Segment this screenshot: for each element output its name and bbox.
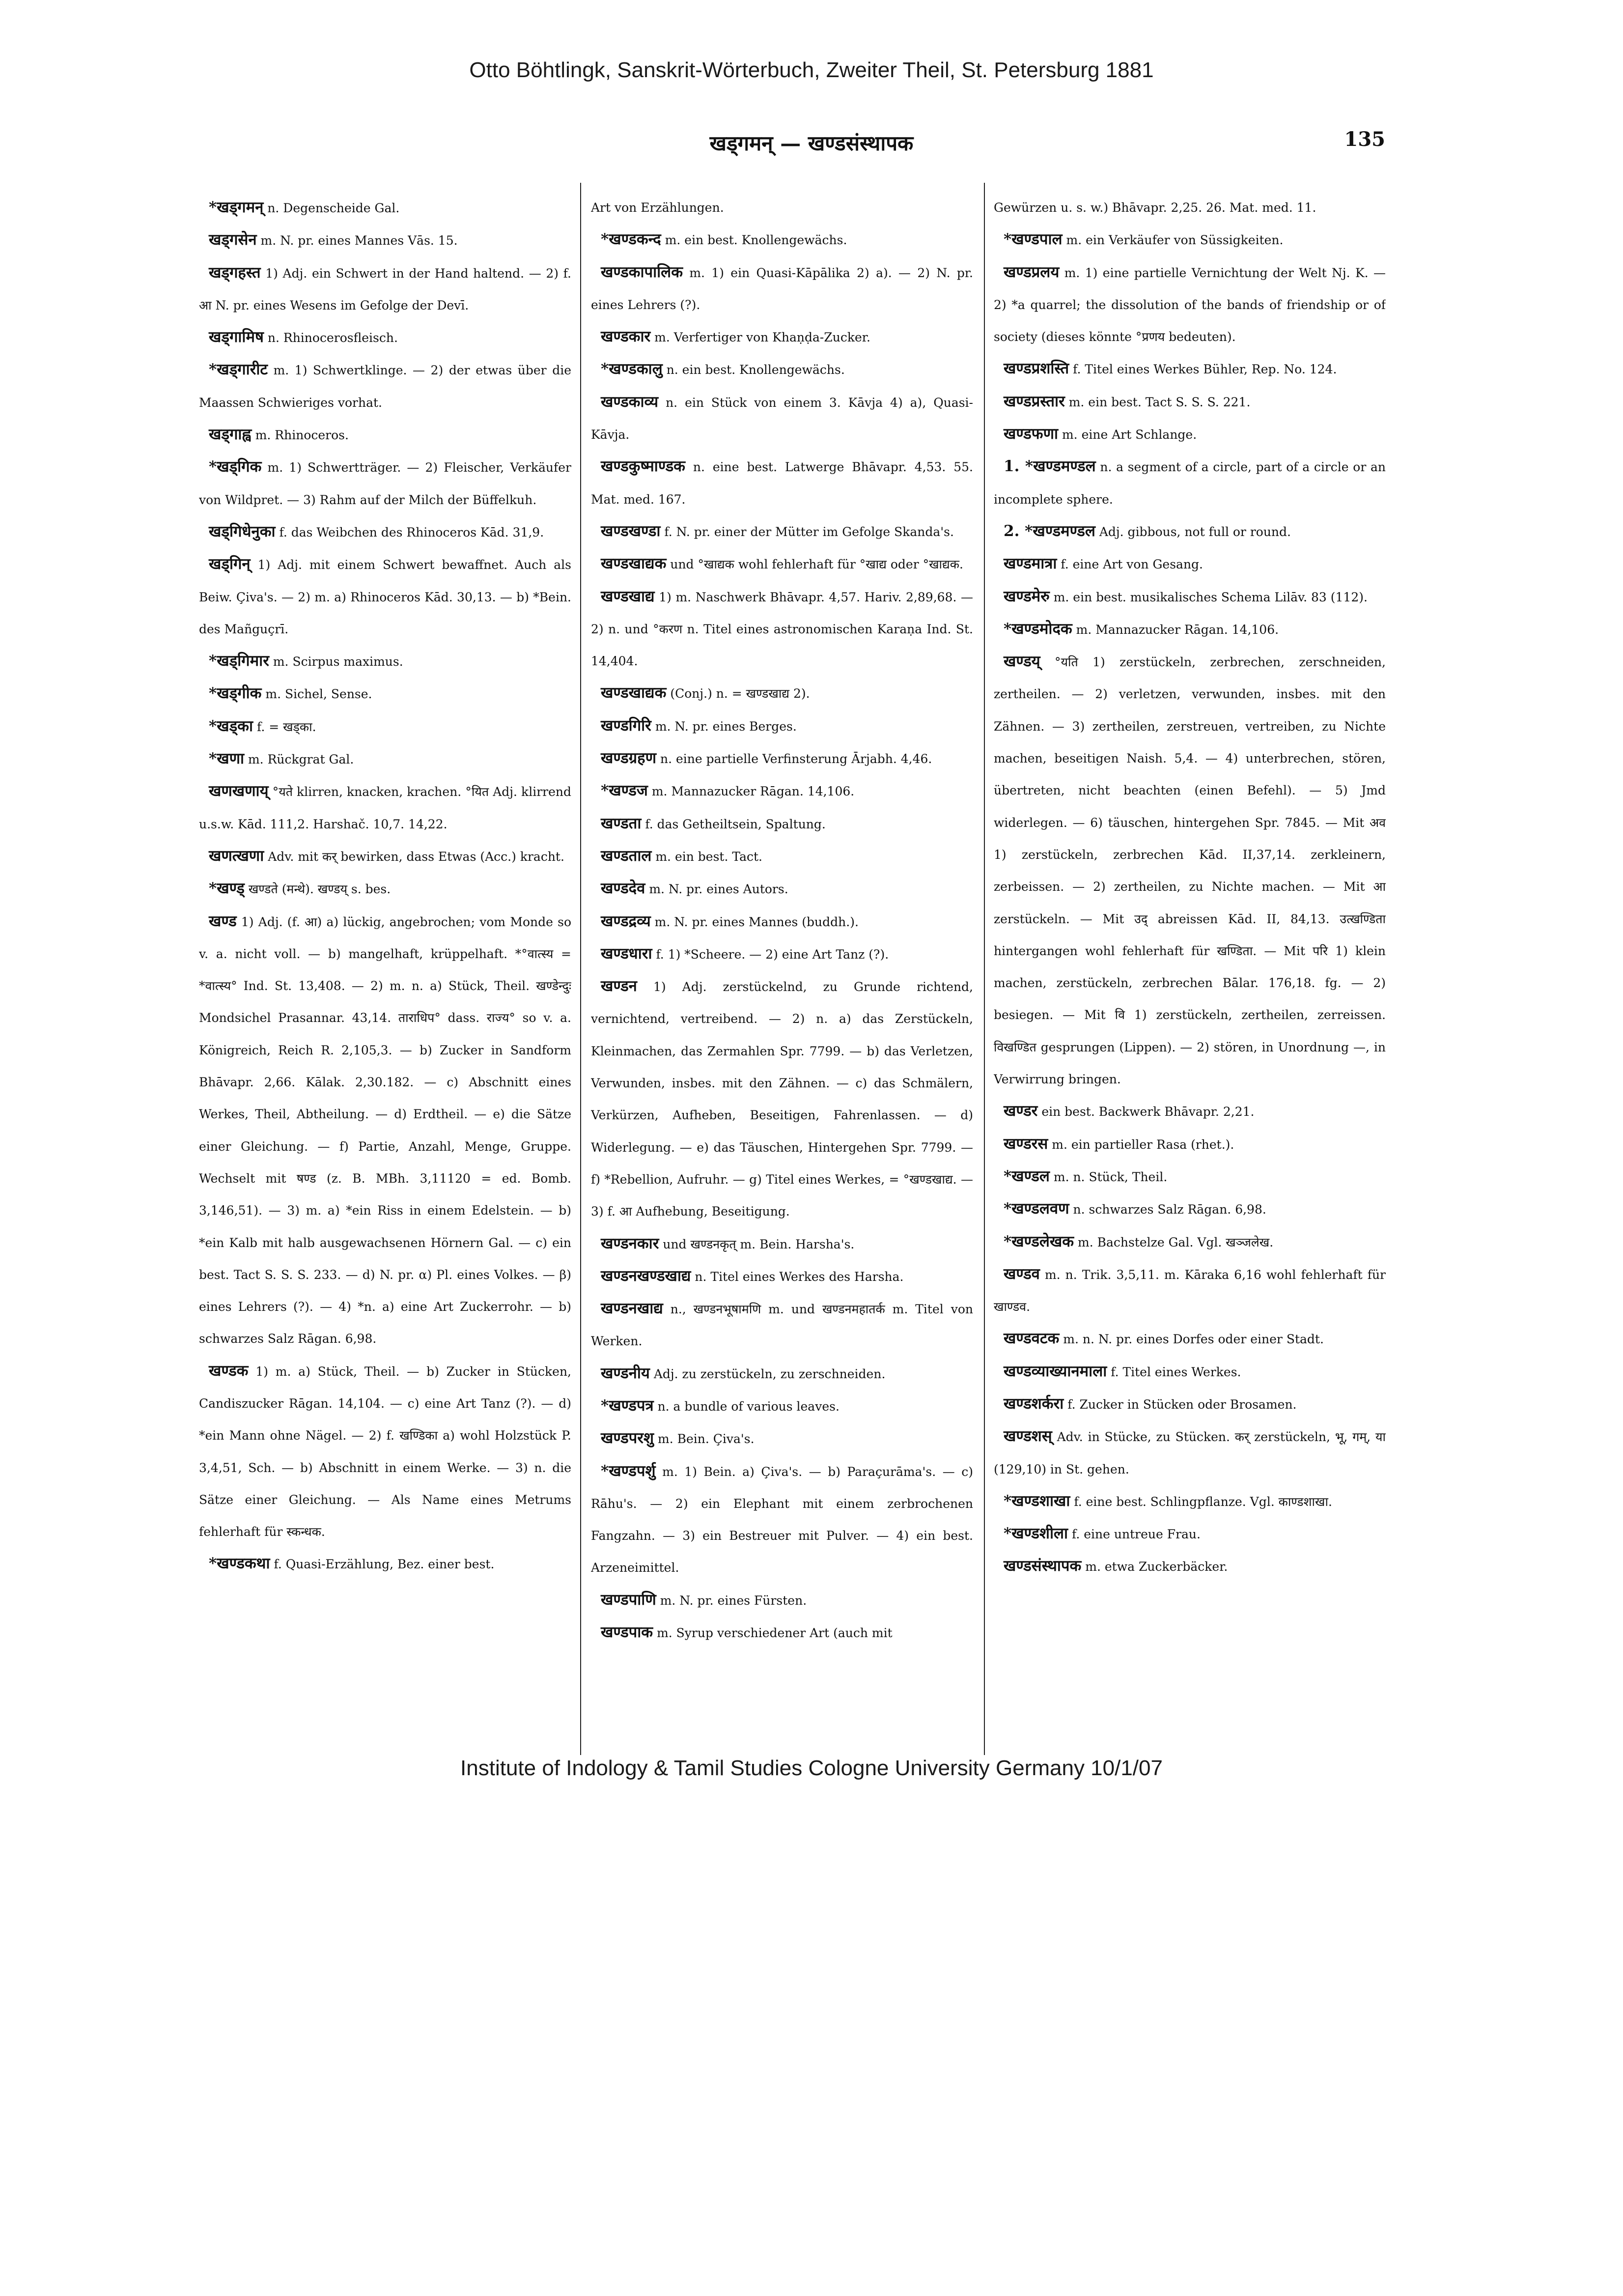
dictionary-entry (591, 321, 973, 353)
entry-definition: m. ein Verkäufer von Süssigkeiten. (1066, 233, 1284, 248)
entry-definition: m. Scirpus maximus. (273, 654, 403, 669)
entry-headword: खण्डमेरु (1004, 587, 1050, 605)
entry-definition: n. eine partielle Verfinsterung Ārjabh. 4,46. (660, 752, 932, 766)
dictionary-entry (591, 1228, 973, 1260)
entry-definition: °यते klirren, knacken, krachen. °यित Adj. klirrend u.s.w. Kād. 111,2. Harshač. 10,7. 14,22. (199, 785, 571, 831)
entry-headword: खण्डवटक (1004, 1330, 1060, 1348)
entry-definition: 1) Adj. (f. आ) a) lückig, angebrochen; vom Monde so v. a. nicht voll. — b) mangelhaft, krüppelhaft. *°वात्स्य = *वात्स्य° Ind. St. 13,408. — 2) m. n. a) Stück, Theil. खण्डेन्दुः Mondsichel Prasannar. 43,14. ताराधिप° dass. राज्य° so v. a. Königreich, Reich R. 2,105,3. — b) Zucker in Sandform Bhāvapr. 2,66. Kālak. 2,30.182. — c) Abschnitt eines Werkes, Theil, Abtheilung. — d) Erdtheil. — e) die Sätze einer Gleichung. — f) Partie, Anzahl, Menge, Gruppe. Wechselt mit षण्ड (z. B. MBh. 3,11120 = ed. Bomb. 3,146,51). — 3) m. a) *ein Riss in einem Edelstein. — b) *ein Kalb mit halb ausgewachsenen Hörnern Gal. — c) ein best. Tact S. S. S. 233. — d) N. pr. α) Pl. eines Volkes. — β) eines Lehrers (?). — 4) *n. a) eine Art Zuckerrohr. — b) schwarzes Salz Rāgan. 6,98. (199, 914, 571, 1346)
entry-headword: खण्डप्रशस्ति (1004, 360, 1069, 378)
dictionary-entry (994, 451, 1386, 515)
dictionary-entry (199, 710, 571, 743)
dictionary-entry (591, 1455, 973, 1584)
entry-definition: n. ein best. Knollengewächs. (666, 363, 845, 377)
entry-headword: खण्डकाव्य (601, 393, 659, 411)
dictionary-entry (591, 1293, 973, 1358)
entry-definition: m. 1) Bein. a) Çiva's. — b) Paraçurāma's. — c) Rāhu's. — 2) ein Elephant mit einem zerbrochenen Fangzahn. — 3) ein Bestreuer mit Pulver. — 4) ein best. Arzeneimittel. (591, 1464, 973, 1575)
entry-headword: खण्डपाणि (601, 1590, 656, 1609)
entry-definition: und °खाद्यक wohl fehlerhaft für °खाद्य oder °खाद्यक. (670, 557, 963, 572)
entry-headword: *खण्डपत्र (601, 1396, 654, 1415)
dictionary-entry (591, 808, 973, 840)
dictionary-entry (994, 1420, 1386, 1485)
entry-headword: खण्डता (601, 814, 642, 832)
entry-headword: *खण्डपाल (1004, 230, 1063, 249)
entry-definition: Adv. mit कर् bewirken, dass Etwas (Acc.) kracht. (268, 849, 564, 864)
entry-headword: *खड्गारीट (209, 361, 268, 379)
entry-definition: m. ein best. Tact S. S. S. 221. (1068, 395, 1251, 409)
dictionary-entry (591, 1616, 973, 1649)
entry-headword: खण्डकार (601, 328, 651, 346)
dictionary-entry (199, 645, 571, 678)
entry-headword: खण्डशर्करा (1004, 1394, 1064, 1413)
entry-headword: खड्गिन् (209, 555, 251, 573)
entry-definition: f. das Weibchen des Rhinoceros Kād. 31,9. (279, 525, 544, 539)
entry-headword: 1. *खण्डमण्डल (1004, 457, 1096, 476)
entry-headword: *खड्का (209, 717, 253, 735)
entry-definition: m. n. Stück, Theil. (1053, 1169, 1168, 1184)
entry-headword: खण्डपरशु (601, 1429, 654, 1447)
entry-definition: n. Degenscheide Gal. (267, 201, 400, 215)
entry-definition: 1) m. a) Stück, Theil. — b) Zucker in Stücken, Candiszucker Rāgan. 14,104. — c) eine Art Tanz (?). — d) *ein Mann ohne Nägel. — 2) f. खण्डिका a) wohl Holzstück P. 3,4,51, Sch. — b) Abschnitt in einem Werke. — 3) n. die Sätze einer Gleichung. — Als Name eines Metrums fehlerhaft für स्कन्धक. (199, 1364, 571, 1539)
entry-headword: *खण्ड् (209, 879, 245, 898)
entry-definition: m. n. N. pr. eines Dorfes oder einer Stadt. (1063, 1332, 1324, 1347)
entry-headword: *खण्डमोदक (1004, 620, 1072, 638)
entry-headword: खण्डपाक (601, 1623, 653, 1642)
dictionary-entry (994, 1485, 1386, 1518)
dictionary-entry (199, 192, 571, 224)
entry-headword: खण्डप्रस्तार (1004, 392, 1065, 410)
entry-definition: m. Verfertiger von Khaṇḍa-Zucker. (654, 330, 870, 345)
entry-definition: m. 1) ein Quasi-Kāpālika 2) a). — 2) N. pr. eines Lehrers (?). (591, 265, 973, 312)
entry-definition: m. 1) Schwertklinge. — 2) der etwas über die Maassen Schwieriges vorhat. (199, 363, 571, 410)
entry-headword: खण्डधारा (601, 944, 652, 963)
entry-definition: m. Mannazucker Rāgan. 14,106. (1076, 622, 1279, 637)
entry-headword: खण्डव्याख्यानमाला (1004, 1362, 1107, 1380)
dictionary-entry (994, 1323, 1386, 1355)
dictionary-entry (591, 938, 973, 970)
dictionary-entry (591, 451, 973, 515)
entry-headword: खण्ड (209, 912, 237, 930)
dictionary-entry (591, 710, 973, 742)
entry-definition: f. = खड्का. (256, 719, 316, 734)
entry-headword: खण्डनकार (601, 1234, 659, 1252)
entry-headword: खण्डकुष्माण्डक (601, 457, 685, 476)
dictionary-entry (591, 353, 973, 386)
entry-definition: f. N. pr. einer der Mütter im Gefolge Skanda's. (664, 524, 954, 539)
entry-headword: 2. *खण्डमण्डल (1004, 522, 1095, 540)
entry-definition: 1) m. Naschwerk Bhāvapr. 4,57. Hariv. 2,89,68. — 2) n. und °करण n. Titel eines astronomischen Karaṇa Ind. St. 14,404. (591, 590, 973, 669)
dictionary-entry (591, 192, 973, 224)
entry-definition: ein best. Backwerk Bhāvapr. 2,21. (1041, 1105, 1255, 1119)
dictionary-entry (994, 1388, 1386, 1420)
dictionary-column-2 (591, 192, 973, 1749)
entry-definition: n. eine best. Latwerge Bhāvapr. 4,53. 55. Mat. med. 167. (591, 460, 973, 507)
dictionary-entry (994, 1550, 1386, 1583)
entry-headword: खण्डशस् (1004, 1427, 1052, 1446)
dictionary-entry (591, 548, 973, 580)
entry-definition: m. Bein. Çiva's. (658, 1432, 755, 1446)
dictionary-entry (591, 742, 973, 775)
entry-headword: खण्डन (601, 977, 637, 995)
entry-headword: खण्डसंस्थापक (1004, 1557, 1082, 1575)
entry-headword: खड्गाह्व (209, 425, 252, 444)
entry-definition: m. Rückgrat Gal. (248, 752, 354, 767)
dictionary-entry (199, 678, 571, 710)
dictionary-entry (199, 354, 571, 419)
entry-headword: *खण्डलवण (1004, 1200, 1069, 1218)
entry-definition: f. das Getheiltsein, Spaltung. (645, 817, 826, 831)
dictionary-entry (994, 192, 1386, 224)
entry-definition: °यति 1) zerstückeln, zerbrechen, zerschneiden, zertheilen. — 2) verletzen, verwunden, insbes. mit den Zähnen. — 3) zertheilen, zerstreuen, vertreiben, zu Nichte machen, beseitigen Naish. 5,4. — 4) unterbrechen, stören, übertreten, nicht beachten (einen Befehl). — 5) Jmd widerlegen. — 6) täuschen, hintergehen Spr. 7845. — Mit अव 1) zerstückeln, zerbrechen Kād. II,37,14. zerkleinern, zerbeissen. — 2) zertheilen, zu Nichte machen. — Mit आ zerstückeln. — Mit उद् abreissen Kād. II, 84,13. उत्खण्डिता hintergangen wohl fehlerhaft für खण्डिता. — Mit परि 1) klein machen, zerstückeln, zerbrechen Bālar. 176,18. fg. — 2) besiegen. — Mit वि 1) zerstückeln, zertheilen, zerreissen. विखण्डित gesprungen (Lippen). — 2) stören, in Unordnung —, in Verwirrung bringen. (994, 655, 1386, 1087)
entry-definition: m. 1) eine partielle Vernichtung der Welt Nj. K. — 2) *a quarrel; the dissolution of the bands of friendship or of society (dieses könnte °प्रणय bedeuten). (994, 265, 1386, 344)
entry-headword: *खण्डकन्द (601, 230, 661, 249)
dictionary-entry (199, 1355, 571, 1548)
entry-definition: m. N. pr. eines Autors. (649, 882, 788, 897)
entry-definition: f. 1) *Scheere. — 2) eine Art Tanz (?). (656, 947, 889, 962)
entry-headword: खण्डव (1004, 1265, 1040, 1283)
entry-definition: m. etwa Zuckerbäcker. (1085, 1559, 1228, 1574)
entry-definition: m. ein partieller Rasa (rhet.). (1052, 1137, 1234, 1152)
dictionary-entry (591, 1422, 973, 1455)
entry-headword: *खण्डकथा (209, 1555, 270, 1573)
dictionary-entry (994, 1258, 1386, 1323)
dictionary-entry (199, 1548, 571, 1580)
dictionary-entry (994, 613, 1386, 646)
column-divider (580, 183, 581, 1755)
dictionary-entry (199, 224, 571, 256)
entry-definition: खण्डते (मन्थे). खण्डय् s. bes. (248, 882, 391, 897)
entry-definition: Adj. gibbous, not full or round. (1099, 524, 1291, 539)
entry-headword: *खड्गीक (209, 684, 262, 703)
entry-headword: *खण्डलेखक (1004, 1232, 1074, 1250)
entry-headword: *खण्डपर्शु (601, 1462, 656, 1480)
entry-definition: m. ein best. Knollengewächs. (665, 233, 847, 248)
dictionary-entry (591, 677, 973, 709)
dictionary-entry (199, 451, 571, 516)
entry-headword: खड्गसेन (209, 231, 257, 249)
dictionary-entry (994, 1128, 1386, 1161)
entry-headword: खण्डर (1004, 1102, 1038, 1120)
entry-definition: m. Sichel, Sense. (265, 687, 372, 702)
entry-headword: *खण्डल (1004, 1167, 1050, 1185)
dictionary-entry (591, 224, 973, 256)
dictionary-entry (994, 581, 1386, 613)
running-head: खड्गमन् — खण्डसंस्थापक (709, 131, 914, 155)
dictionary-entry (199, 516, 571, 548)
entry-definition: Adv. in Stücke, zu Stücken. कर् zerstückeln, भू, गम्, या (129,10) in St. gehen. (994, 1430, 1386, 1476)
dictionary-column-3 (994, 192, 1386, 1749)
entry-definition: m. eine Art Schlange. (1062, 427, 1197, 442)
dictionary-entry (994, 646, 1386, 1095)
dictionary-entry (199, 840, 571, 873)
entry-headword: खड्गहस्त (209, 263, 261, 282)
dictionary-entry (994, 256, 1386, 353)
page-number: 135 (1344, 128, 1385, 151)
entry-headword: खण्डताल (601, 847, 652, 865)
entry-definition: m. Bachstelze Gal. Vgl. खञ्जलेख. (1078, 1235, 1274, 1249)
dictionary-entry (994, 548, 1386, 580)
entry-definition: Gewürzen u. s. w.) Bhāvapr. 2,25. 26. Mat. med. 11. (994, 200, 1316, 215)
document-header: Otto Böhtlingk, Sanskrit-Wörterbuch, Zweiter Theil, St. Petersburg 1881 (469, 58, 1154, 82)
entry-headword: खण्डप्रलय (1004, 263, 1060, 281)
entry-headword: खण्डकापालिक (601, 263, 683, 281)
entry-definition: m. ein best. Tact. (655, 849, 762, 864)
entry-headword: खण्डदेव (601, 879, 645, 898)
dictionary-entry (199, 548, 571, 645)
dictionary-entry (591, 515, 973, 548)
entry-definition: n. ein Stück von einem 3. Kāvja 4) a), Quasi-Kāvja. (591, 395, 973, 442)
entry-definition: n. a bundle of various leaves. (657, 1399, 839, 1414)
entry-headword: खण्डरस (1004, 1134, 1048, 1153)
dictionary-entry (199, 775, 571, 840)
entry-definition: 1) Adj. ein Schwert in der Hand haltend. — 2) f. आ N. pr. eines Wesens im Gefolge der Devī. (199, 266, 571, 312)
entry-definition: f. Titel eines Werkes Bühler, Rep. No. 124. (1073, 362, 1337, 377)
entry-definition: n., खण्डनभूषामणि m. und खण्डनमहातर्क m. Titel von Werken. (591, 1302, 973, 1349)
entry-definition: und खण्डनकृत् m. Bein. Harsha's. (663, 1237, 855, 1251)
entry-headword: खण्डखण्डा (601, 522, 661, 540)
entry-headword: *खण्डकालु (601, 360, 663, 378)
dictionary-entry (591, 873, 973, 905)
entry-definition: n. schwarzes Salz Rāgan. 6,98. (1073, 1202, 1266, 1217)
entry-headword: *खड्गमन् (209, 198, 264, 216)
entry-definition: m. N. pr. eines Berges. (655, 719, 797, 734)
entry-definition: m. n. Trik. 3,5,11. m. Kāraka 6,16 wohl fehlerhaft für खाण्डव. (994, 1267, 1386, 1314)
dictionary-entry (994, 224, 1386, 256)
column-divider (984, 183, 985, 1755)
dictionary-entry (199, 743, 571, 775)
dictionary-entry (591, 1584, 973, 1616)
dictionary-entry (994, 386, 1386, 418)
dictionary-entry (591, 840, 973, 873)
entry-definition: n. a segment of a circle, part of a circle or an incomplete sphere. (994, 460, 1386, 507)
dictionary-entry (591, 581, 973, 678)
entry-definition: m. 1) Schwertträger. — 2) Fleischer, Verkäufer von Wildpret. — 3) Rahm auf der Milch der Büffelkuh. (199, 460, 571, 507)
entry-headword: खण्डनखाद्य (601, 1300, 663, 1318)
entry-definition: m. N. pr. eines Fürsten. (660, 1593, 807, 1608)
entry-headword: खण्डनीय (601, 1364, 650, 1382)
entry-headword: खण्डक (209, 1361, 249, 1380)
entry-definition: n. Rhinocerosfleisch. (267, 331, 398, 345)
dictionary-entry (994, 1518, 1386, 1550)
entry-definition: 1) Adj. mit einem Schwert bewaffnet. Auch als Beiw. Çiva's. — 2) m. a) Rhinoceros Kād. 30,13. — b) *Bein. des Mañguçrī. (199, 558, 571, 636)
dictionary-entry (591, 1260, 973, 1293)
entry-headword: खण्डय् (1004, 652, 1040, 671)
entry-headword: *खड्गिमार (209, 652, 269, 670)
entry-definition: m. N. pr. eines Mannes Vās. 15. (260, 233, 458, 248)
entry-headword: *खड्गिक (209, 458, 262, 476)
dictionary-entry (199, 906, 571, 1355)
entry-headword: खण्डनखण्डखाद्य (601, 1267, 691, 1285)
document-footer: Institute of Indology & Tamil Studies Cologne University Germany 10/1/07 (460, 1756, 1163, 1780)
entry-headword: खणखणाय् (209, 782, 269, 800)
entry-definition: Art von Erzählungen. (591, 200, 724, 215)
entry-definition: Adj. zu zerstückeln, zu zerschneiden. (653, 1366, 886, 1381)
entry-definition: 1) Adj. zerstückelnd, zu Grunde richtend, vernichtend, vertreibend. — 2) n. a) das Zerstückeln, Kleinmachen, das Zermahlen Spr. 7799. — b) das Verletzen, Verwunden, insbes. mit den Zähnen. — c) das Schmälern, Verkürzen, Aufheben, Beseitigen, Fahrenlassen. — d) Widerlegung. — e) das Täuschen, Hintergehen Spr. 7799. — f) *Rebellion, Aufruhr. — g) Titel eines Werkes, = °खण्डखाद्य. — 3) f. आ Aufhebung, Beseitigung. (591, 980, 973, 1219)
entry-headword: खण्डमात्रा (1004, 555, 1057, 573)
dictionary-entry (994, 1161, 1386, 1193)
entry-headword: *खणा (209, 750, 245, 768)
entry-headword: *खण्डज (601, 782, 648, 800)
dictionary-entry (591, 775, 973, 807)
entry-definition: f. eine untreue Frau. (1072, 1527, 1201, 1542)
entry-definition: (Conj.) n. = खण्डखाद्य 2). (670, 686, 810, 701)
entry-definition: f. Quasi-Erzählung, Bez. einer best. (274, 1557, 495, 1572)
dictionary-entry (591, 256, 973, 321)
entry-definition: m. ein best. musikalisches Schema Lilāv. 83 (112). (1053, 590, 1368, 604)
entry-headword: *खण्डशीला (1004, 1525, 1068, 1543)
entry-definition: f. eine best. Schlingpflanze. Vgl. काण्डशाखा. (1074, 1494, 1332, 1509)
dictionary-entry (199, 321, 571, 354)
dictionary-entry (591, 906, 973, 938)
dictionary-entry (994, 1356, 1386, 1388)
dictionary-column-1 (199, 192, 571, 1749)
entry-headword: खणत्खणा (209, 847, 264, 865)
entry-headword: खण्डफणा (1004, 425, 1059, 443)
entry-definition: m. Syrup verschiedener Art (auch mit (657, 1626, 893, 1641)
dictionary-entry (591, 386, 973, 451)
dictionary-entry (591, 970, 973, 1227)
entry-headword: खड्गामिष (209, 328, 264, 346)
dictionary-entry (994, 515, 1386, 548)
dictionary-entry (994, 353, 1386, 385)
dictionary-entry (591, 1390, 973, 1422)
dictionary-entry (591, 1358, 973, 1390)
entry-headword: खण्डखाद्य (601, 587, 655, 605)
entry-headword: खण्डखाद्यक (601, 555, 667, 573)
entry-definition: f. Titel eines Werkes. (1111, 1364, 1241, 1379)
dictionary-entry (199, 873, 571, 905)
dictionary-entry (994, 418, 1386, 451)
entry-definition: m. Mannazucker Rāgan. 14,106. (651, 784, 855, 799)
dictionary-entry (199, 257, 571, 322)
dictionary-entry (994, 1193, 1386, 1225)
entry-headword: खड्गिधेनुका (209, 522, 276, 540)
entry-headword: खण्डग्रहण (601, 749, 657, 767)
entry-definition: m. N. pr. eines Mannes (buddh.). (654, 914, 859, 929)
entry-headword: *खण्डशाखा (1004, 1492, 1070, 1510)
entry-definition: f. eine Art von Gesang. (1061, 557, 1203, 572)
entry-definition: f. Zucker in Stücken oder Brosamen. (1067, 1397, 1297, 1412)
dictionary-entry (994, 1226, 1386, 1258)
entry-headword: खण्डगिरि (601, 716, 651, 735)
entry-headword: खण्डखाद्यक (601, 684, 667, 702)
entry-headword: खण्डद्रव्य (601, 912, 651, 930)
dictionary-entry (994, 1095, 1386, 1128)
entry-definition: m. Rhinoceros. (255, 428, 349, 443)
dictionary-entry (199, 419, 571, 451)
entry-definition: n. Titel eines Werkes des Harsha. (695, 1269, 904, 1284)
